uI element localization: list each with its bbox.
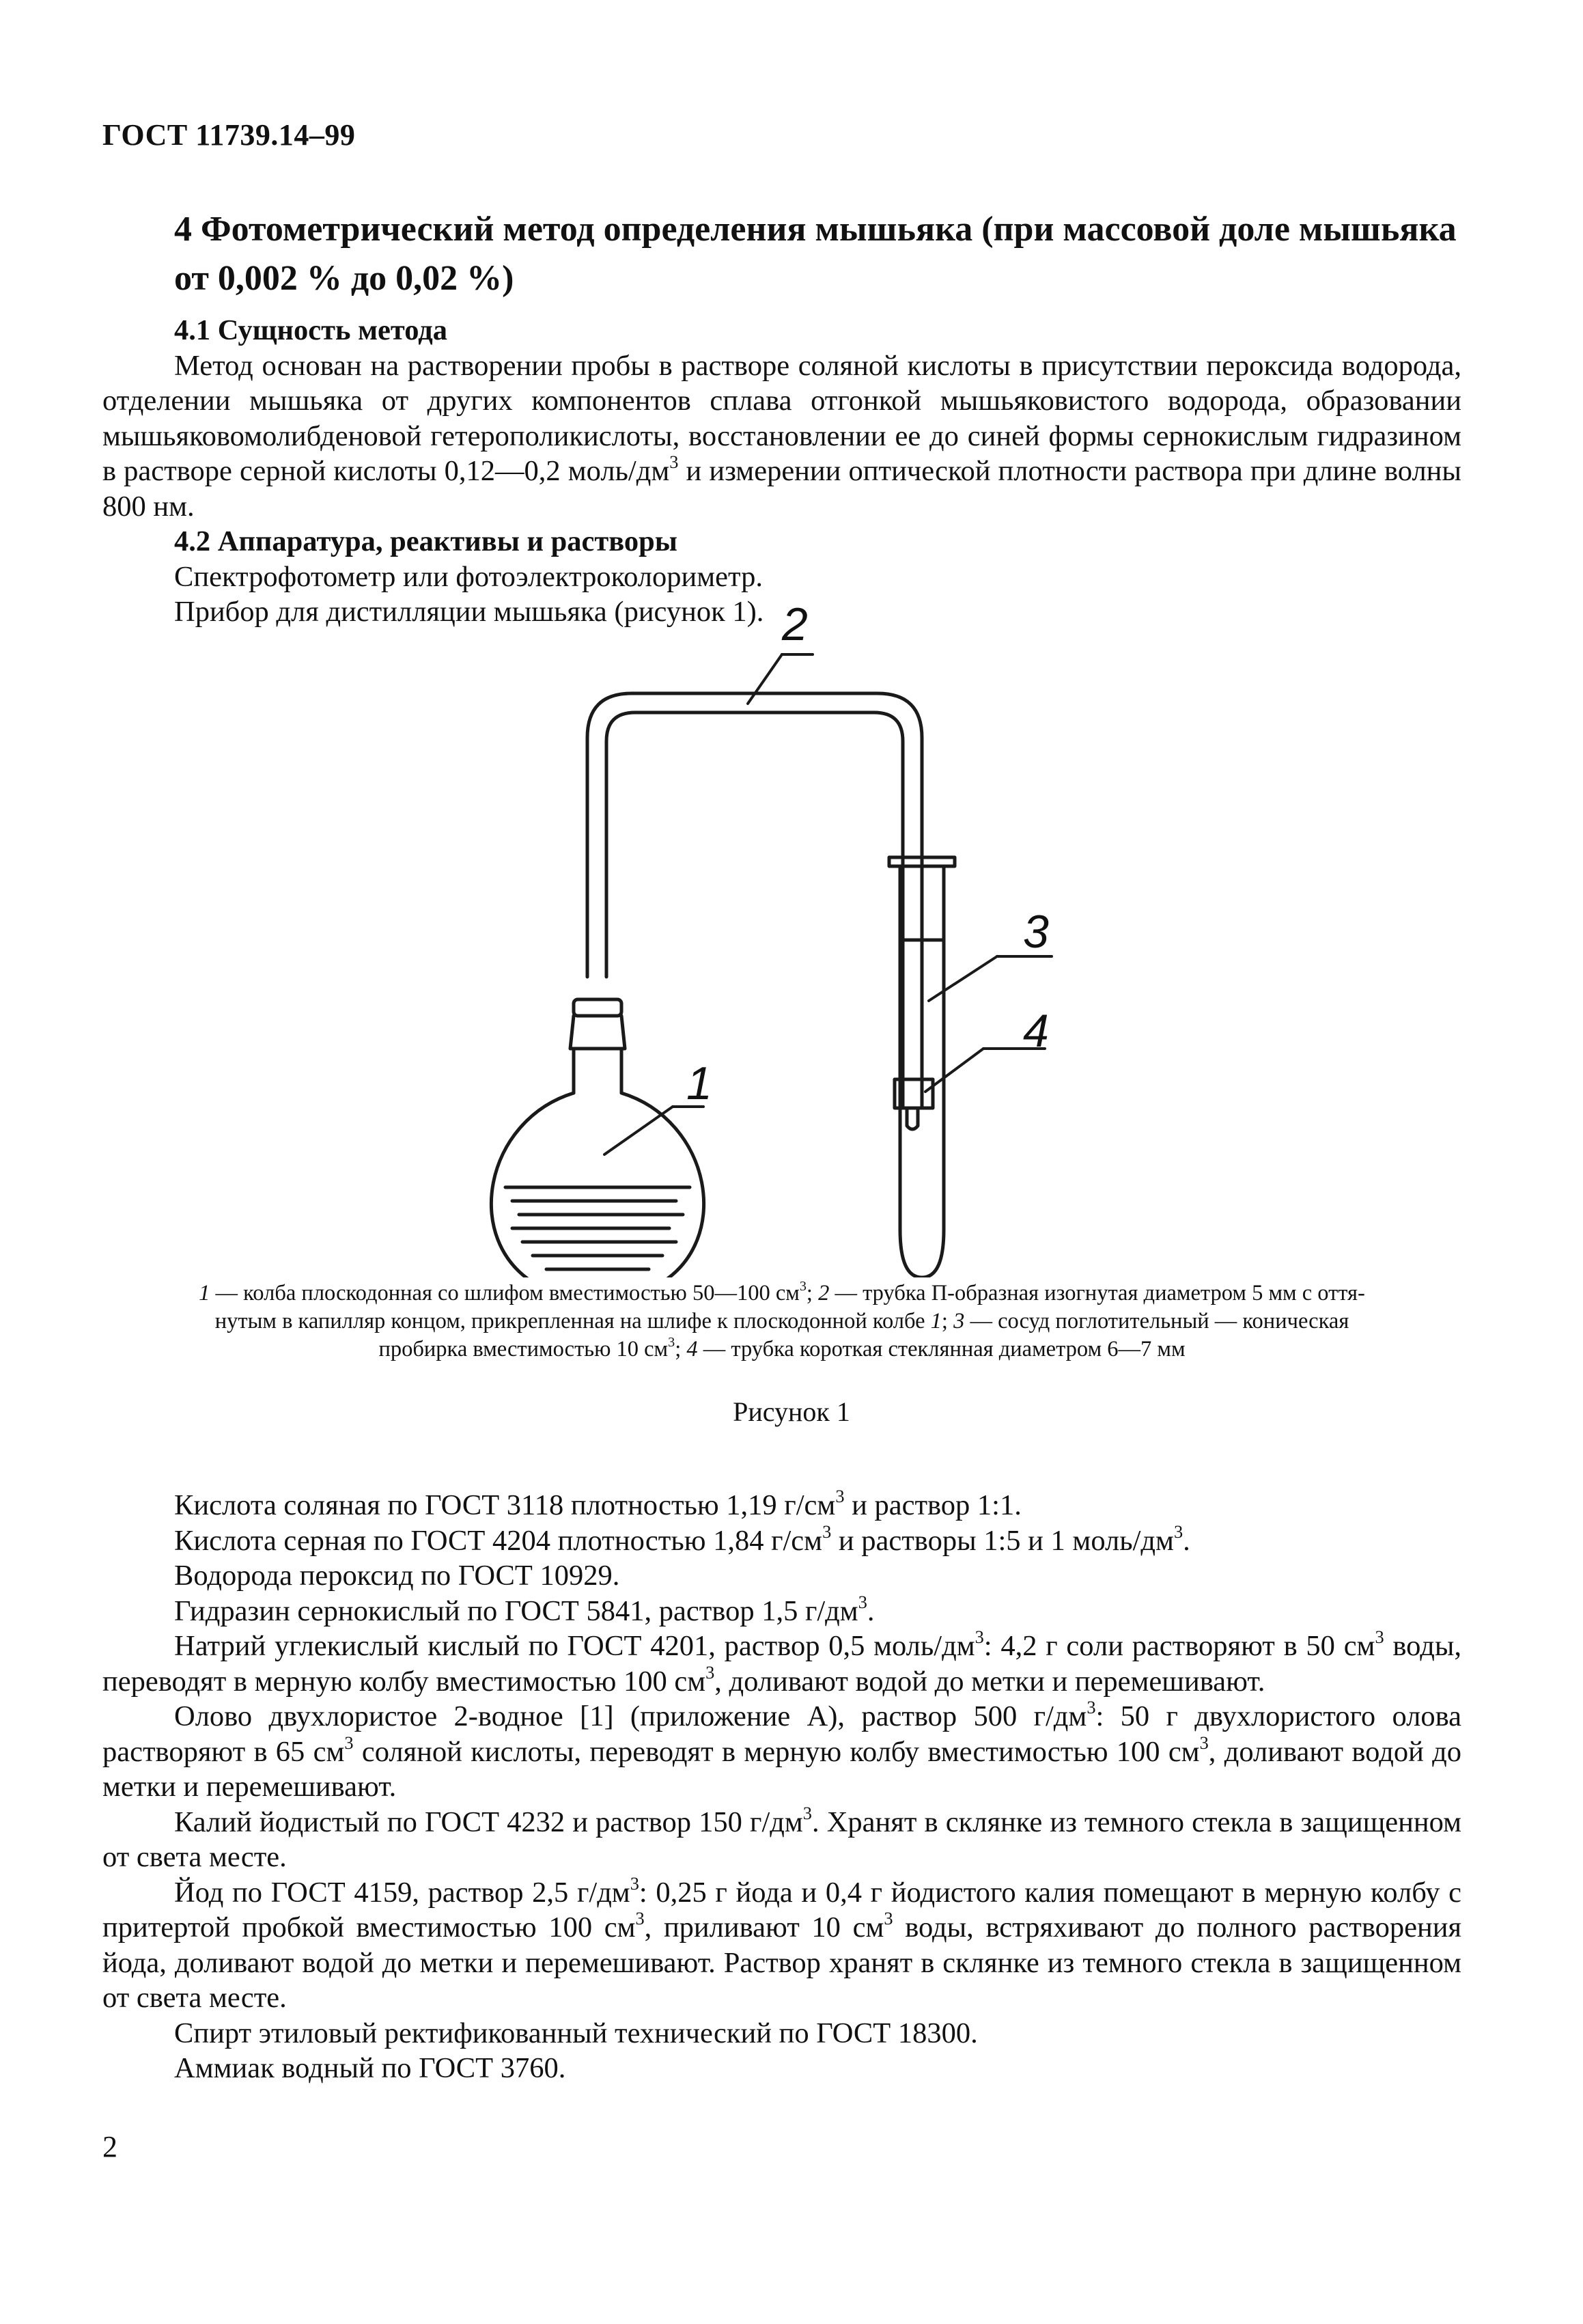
superscript: 3 [884,1909,893,1929]
superscript: 3 [344,1732,354,1753]
superscript: 3 [1173,1521,1183,1542]
caption-num-4: 4 [686,1337,698,1361]
superscript: 3 [822,1521,832,1542]
capillary-tip [907,1108,918,1129]
caption-text: — колба плоскодонная со шлифом вместимостью 50—100 см [210,1281,800,1305]
u-tube-inner [606,713,903,1108]
reagent-sulfuric-acid [102,1523,1461,1559]
superscript: 3 [669,452,679,473]
caption-text: ; [675,1337,687,1361]
flask-neck [574,1049,621,1093]
reagent-text: и растворы 1:5 и 1 моль/дм [831,1524,1174,1557]
superscript: 3 [858,1592,867,1612]
reagent-text: Кислота соляная по ГОСТ 3118 плотностью 1,19 г/см [174,1489,836,1521]
caption-num-3: 3 [953,1309,965,1333]
section-title-line-2: от 0,002 % до 0,02 %) [174,259,514,298]
section-title-line-1: 4 Фотометрический метод определения мышьяка (при массовой доле мышьяка [174,210,1457,249]
caption-line-2 [113,1308,1451,1336]
reagent-iodine [102,1875,1461,2016]
reagent-text: , доливают водой до метки и перемешивают. [102,1735,1461,1803]
apparatus-drawing [471,598,1086,1277]
caption-text: пробирка вместимостью 10 см [378,1337,669,1361]
section-title [174,205,1458,303]
reagent-sodium-bicarbonate [102,1629,1461,1699]
reagent-text: Калий йодистый по ГОСТ 4232 и раствор 150 г/дм [174,1806,803,1838]
label-2: 2 [782,598,808,650]
leader-3 [929,956,997,1001]
subsection-title-4-1: 4.1 Сущность метода [174,314,447,346]
label-3: 3 [1023,906,1049,958]
reagent-aqueous-ammonia: Аммиак водный по ГОСТ 3760. [174,2052,566,2084]
u-tube-outer [587,693,922,1108]
reagent-hydrazine-sulfate [102,1594,1461,1629]
reagent-text: , доливают водой до метки и перемешивают. [714,1665,1265,1698]
reagent-hydrochloric-acid [102,1488,1461,1523]
caption-text: — трубка П-образная изогнутая диаметром 5 мм с оття- [829,1281,1365,1305]
figure-title: Рисунок 1 [733,1396,850,1427]
reagent-text: , приливают 10 см [644,1911,884,1943]
reagent-text: Олово двухлористое 2-водное [1] (приложение А), раствор 500 г/дм [174,1700,1087,1732]
superscript: 3 [635,1909,645,1929]
reagent-text: воды, переводят в мерную колбу вместимостью 100 см [102,1630,1461,1698]
method-essence-text: Метод основан на растворении пробы в растворе соляной кислоты в присутствии пероксида водорода, отделении мышьяка от других компонентов сплава отгонкой мышьяковистого водорода, образовании мышьяковомолибденовой гетерополикислоты, восстановлении ее до синей формы сернокислым гидразином в растворе серной кислоты 0,12—0,2 моль/дм [102,349,1461,487]
superscript: 3 [1375,1627,1384,1648]
reagent-text: : 50 г двухлористого олова растворяют в 65 см [102,1700,1461,1768]
superscript: 3 [1199,1732,1209,1753]
flask-stopper [574,999,621,1016]
equipment-line-2: Прибор для дистилляции мышьяка (рисунок 1). [174,596,764,628]
flask-joint [570,1016,625,1049]
distillation-apparatus-figure [471,598,1086,1277]
caption-text: ; [941,1309,954,1333]
reagent-hydrogen-peroxide: Водорода пероксид по ГОСТ 10929. [174,1560,620,1592]
method-essence-block [102,313,1461,630]
label-1: 1 [686,1057,712,1109]
superscript: 3 [802,1803,812,1823]
reagent-text: Йод по ГОСТ 4159, раствор 2,5 г/дм [174,1876,630,1909]
superscript: 3 [975,1627,984,1648]
caption-text: ; [806,1281,819,1305]
reagent-ethyl-alcohol: Спирт этиловый ректификованный технический по ГОСТ 18300. [174,2017,978,2049]
reagent-text: Кислота серная по ГОСТ 4204 плотностью 1,84 г/см [174,1524,823,1557]
document-code: ГОСТ 11739.14–99 [102,118,356,152]
reagents-block [102,1488,1461,2086]
caption-num-1: 1 [199,1281,210,1305]
figure-caption [113,1279,1451,1364]
caption-num-1-ref: 1 [930,1309,942,1333]
reagent-text: . [1183,1524,1190,1557]
reagent-text: . [867,1594,875,1627]
caption-text: нутым в капилляр концом, прикрепленная на шлифе к плоскодонной колбе [214,1309,931,1333]
reagent-text: и раствор 1:1. [844,1489,1022,1521]
method-essence-text-end: и измерении оптической плотности раствора при длине волны 800 нм. [102,455,1461,523]
caption-num-2: 2 [818,1281,830,1305]
caption-text: — трубка короткая стеклянная диаметром 6—7 мм [697,1337,1186,1361]
reagent-text: . Хранят в склянке из темного стекла в защищенном от света месте. [102,1806,1461,1873]
reagent-text: Гидразин сернокислый по ГОСТ 5841, раствор 1,5 г/дм [174,1594,858,1627]
flask-body [491,1093,703,1277]
reagent-text: : 0,25 г йода и 0,4 г йодистого калия помещают в мерную колбу с притертой пробкой вместимостью 100 см [102,1876,1461,1943]
label-4: 4 [1023,1005,1049,1057]
reagent-tin-chloride [102,1699,1461,1805]
method-essence-paragraph [102,348,1461,525]
caption-line-1 [113,1279,1451,1308]
superscript: 3 [705,1662,715,1683]
reagent-text: соляной кислоты, переводят в мерную колбу вместимостью 100 см [353,1735,1200,1768]
subsection-title-4-2: 4.2 Аппаратура, реактивы и растворы [174,525,677,557]
superscript: 3 [630,1873,639,1894]
caption-text: — сосуд поглотительный — коническая [964,1309,1349,1333]
superscript: 3 [799,1279,807,1295]
superscript: 3 [668,1335,675,1351]
reagent-text: : 4,2 г соли растворяют в 50 см [983,1630,1375,1662]
leader-2 [748,654,782,704]
reagent-potassium-iodide [102,1805,1461,1875]
caption-line-3 [113,1336,1451,1364]
superscript: 3 [835,1486,845,1507]
leader-4 [925,1049,983,1092]
leader-1 [604,1107,673,1154]
reagent-text: Натрий углекислый кислый по ГОСТ 4201, раствор 0,5 моль/дм [174,1630,975,1662]
page-number: 2 [102,2130,117,2163]
reagent-text: воды, встряхивают до полного растворения йода, доливают водой до метки и перемешивают. Раствор хранят в склянке из темного стекла в защищенном от света месте. [102,1911,1461,2014]
equipment-line-1: Спектрофотометр или фотоэлектроколориметр. [174,560,763,593]
superscript: 3 [1087,1698,1096,1718]
